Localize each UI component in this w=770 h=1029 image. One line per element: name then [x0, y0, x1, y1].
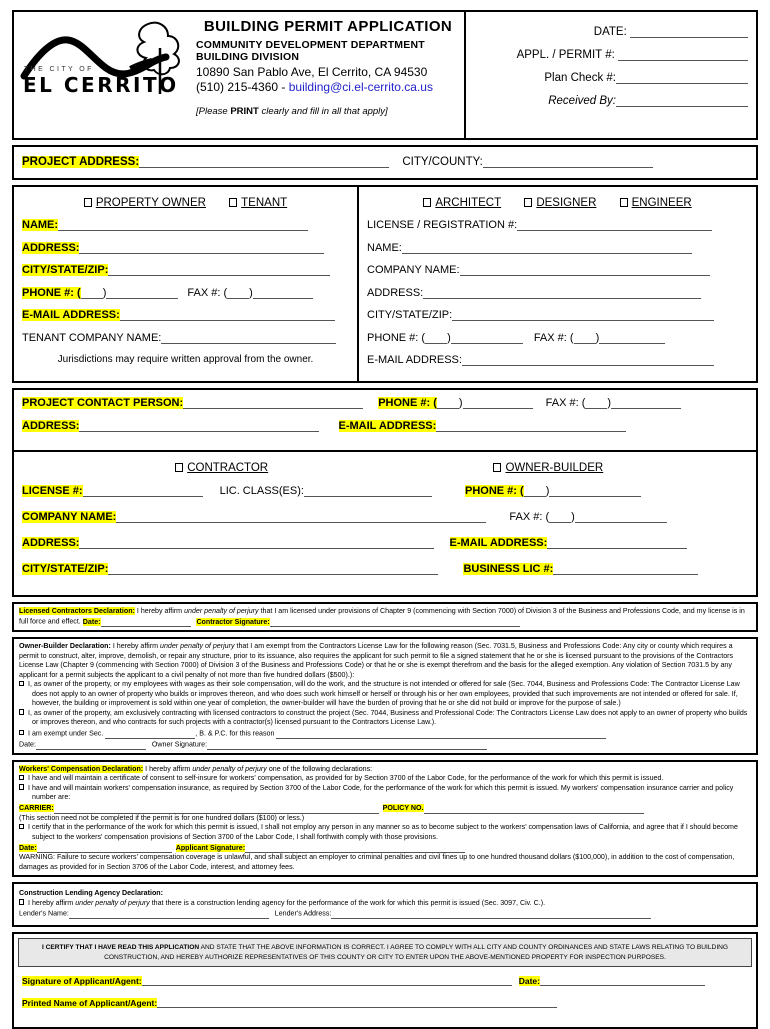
wcd-carrier-input[interactable] — [54, 803, 379, 814]
contractor-company-input[interactable] — [116, 512, 486, 523]
contact-person-row: PROJECT CONTACT PERSON: PHONE #: ( ) FAX #: ( ) — [22, 397, 748, 409]
designpro-phone-input[interactable] — [451, 333, 523, 344]
contact-person-input[interactable] — [183, 398, 363, 409]
wcd-intro: Workers' Compensation Declaration: I hereby affirm under penalty of perjury one of the following declarations: — [19, 764, 373, 773]
obd-option-3[interactable]: I am exempt under Sec. , B. & P.C. for this reason — [19, 728, 751, 739]
owner-city-input[interactable] — [108, 265, 330, 276]
appl-permit-input[interactable] — [618, 50, 748, 61]
licensed-contractors-declaration — [12, 602, 758, 633]
wcd-option-3[interactable]: I certify that in the performance of the work for which this permit is issued, I shall not employ any person in any manner so as to become subject to the workers' compensation laws of California, and agree that if I should become subject to the workers' compensation provisions of Section 3700 of the Labor Code, I shall forthwith comply with those provisions. — [19, 823, 751, 842]
contact-phone-input[interactable] — [463, 398, 533, 409]
owner-email-row: E-MAIL ADDRESS: — [22, 309, 349, 321]
page-title: BUILDING PERMIT APPLICATION — [203, 18, 453, 35]
contractor-business-lic-input[interactable] — [553, 564, 698, 575]
contractor-company-row: COMPANY NAME: FAX #: ( ) — [22, 511, 748, 523]
wcd-warning: WARNING: Failure to secure workers' compensation coverage is unlawful, and shall subject an employer to criminal penalties and civil fines up to one hundred thousand dollars ($100,000), in addition to the cost of compensation, damages as provided for in Section 3706 of the Labor Code, interest, and attorney fees. — [19, 853, 735, 871]
obd-signature-row: Date: Owner Signature: — [19, 739, 751, 750]
contractor-fax-input[interactable] — [575, 512, 667, 523]
wcd-option-2[interactable]: I have and will maintain workers' compensation insurance, as required by Section 3700 of the Labor Code, for the performance of the work for which this permit is issued. My workers' compensation insurance carrier and policy number are: — [19, 784, 751, 803]
project-contact-block — [14, 390, 756, 450]
designpro-email-input[interactable] — [462, 355, 714, 366]
owner-tenant-column — [14, 187, 359, 381]
city-county-label: CITY/COUNTY: — [402, 156, 483, 168]
form-header — [12, 10, 758, 140]
project-address-label: PROJECT ADDRESS: — [22, 156, 140, 168]
contact-and-contractor-section — [12, 388, 758, 597]
checkbox-icon[interactable] — [175, 463, 183, 472]
certification-statement: I CERTIFY THAT I HAVE READ THIS APPLICATION AND STATE THAT THE ABOVE INFORMATION IS CORRECT. I AGREE TO COMPLY WITH ALL CITY AND COUNTY ORDINANCES AND STATE LAWS RELATING TO BUILDING CONSTRUCTION, AND HEREBY AUTHORIZE REPRESENTATIVES OF THIS COUNTY OR CITY TO ENTER UPON THE ABOVE-MENTIONED PROPERTY FOR INSPECTION PURPOSES. — [18, 938, 752, 967]
checkbox-icon[interactable] — [19, 824, 24, 830]
checkbox-icon[interactable] — [19, 899, 24, 905]
checkbox-contractor[interactable]: CONTRACTOR — [58, 462, 385, 474]
contact-fax-input[interactable] — [611, 398, 681, 409]
dept-email-link[interactable]: building@ci.el-cerrito.ca.us — [288, 80, 433, 94]
contact-address-input[interactable] — [79, 421, 319, 432]
wcd-carrier-row: CARRIER: POLICY NO. — [19, 803, 751, 814]
certification-section — [12, 932, 758, 1029]
checkbox-owner-builder[interactable]: OWNER-BUILDER — [385, 462, 712, 474]
designpro-city-row: CITY/STATE/ZIP: — [367, 309, 748, 321]
designpro-fax-input[interactable] — [599, 333, 665, 344]
owner-email-input[interactable] — [120, 310, 335, 321]
construction-lending-agency-declaration — [12, 882, 758, 927]
wcd-option-1[interactable]: I have and will maintain a certificate of consent to self-insure for workers' compensation, as provided for by Section 3700 of the Labor Code, for the performance of the work for which this permit is issued. — [19, 774, 751, 784]
dept-line-2: BUILDING DIVISION — [196, 51, 300, 63]
design-pro-checkbox-row — [367, 197, 748, 209]
owner-city-row: CITY/STATE/ZIP: — [22, 264, 349, 276]
clad-lender-row: Lender's Name: Lender's Address: — [19, 908, 751, 919]
owner-approval-note: Jurisdictions may require written approval from the owner. — [57, 354, 314, 365]
owner-phone-area-input[interactable] — [81, 288, 103, 299]
contractor-license-input[interactable] — [83, 486, 203, 497]
designpro-name-row: NAME: — [367, 242, 748, 254]
contractor-fax-area-input[interactable] — [549, 512, 571, 523]
checkbox-engineer[interactable]: ENGINEER — [620, 197, 692, 209]
clad-lender-name-input[interactable] — [69, 908, 269, 919]
designpro-company-row: COMPANY NAME: — [367, 264, 748, 276]
plan-check-input[interactable] — [616, 73, 748, 84]
party-information-section — [12, 185, 758, 383]
obd-date-input[interactable] — [36, 739, 146, 750]
checkbox-icon[interactable] — [19, 775, 24, 781]
dept-address: 10890 San Pablo Ave, El Cerrito, CA 94530 — [196, 65, 428, 79]
obd-signature-input[interactable] — [207, 739, 487, 750]
designpro-company-input[interactable] — [460, 265, 710, 276]
designpro-license-row: LICENSE / REGISTRATION #: — [367, 219, 748, 231]
project-address-section — [12, 145, 758, 180]
certification-signature-rows — [18, 967, 752, 1023]
owner-address-input[interactable] — [79, 243, 324, 254]
clad-title: Construction Lending Agency Declaration: — [19, 889, 163, 897]
dept-line-1: COMMUNITY DEVELOPMENT DEPARTMENT — [196, 39, 425, 51]
applicant-printed-name-input[interactable] — [157, 997, 557, 1008]
dept-phone-email — [196, 80, 460, 94]
applicant-signature-row: Signature of Applicant/Agent: Date: — [22, 975, 748, 986]
wcd-date-input[interactable] — [37, 842, 172, 853]
city-county-input[interactable] — [483, 157, 653, 168]
lcd-signature-input[interactable] — [270, 616, 520, 627]
contractor-phone-input[interactable] — [549, 486, 641, 497]
obd-option-2[interactable]: I, as owner of the property, am exclusively contracting with licensed contractors to construct the project (Sec. 7044, Business and Professional Code: The Contractors License Law does not apply to an owner of property who builds or improves thereon, and who contracts for such projects with a contractor(s) licensed pursuant to the Contractors License Law.). — [19, 709, 751, 728]
checkbox-icon[interactable] — [524, 198, 532, 207]
date-field-row: DATE: — [470, 26, 748, 38]
designpro-license-input[interactable] — [517, 220, 712, 231]
designpro-address-input[interactable] — [423, 288, 701, 299]
tenant-company-input[interactable] — [161, 333, 336, 344]
designpro-phone-area-input[interactable] — [425, 333, 447, 344]
owner-tenant-checkbox-row — [22, 197, 349, 209]
owner-fax-input[interactable] — [253, 288, 313, 299]
contractor-checkbox-row — [22, 462, 748, 474]
designpro-fax-area-input[interactable] — [574, 333, 596, 344]
obd-exempt-sec-input[interactable] — [105, 728, 195, 739]
checkbox-property-owner[interactable]: PROPERTY OWNER — [84, 197, 206, 209]
checkbox-icon[interactable] — [19, 709, 24, 715]
contractor-address-row: ADDRESS: E-MAIL ADDRESS: — [22, 537, 748, 549]
designpro-address-row: ADDRESS: — [367, 287, 748, 299]
checkbox-icon[interactable] — [19, 730, 24, 736]
checkbox-icon[interactable] — [493, 463, 501, 472]
owner-name-row: NAME: — [22, 219, 349, 231]
logo-sub-text: THE CITY OF — [24, 66, 94, 73]
owner-phone-row: PHONE #: ( ) FAX #: ( ) — [22, 287, 349, 299]
checkbox-icon[interactable] — [19, 784, 24, 790]
clad-body[interactable]: I hereby affirm under penalty of perjury that there is a construction lending agency for the performance of the work for which this permit is issued (Sec. 3097, Civ. C.). — [19, 899, 751, 909]
owner-name-input[interactable] — [58, 220, 308, 231]
checkbox-icon[interactable] — [19, 681, 24, 687]
print-instruction: [Please PRINT clearly and fill in all that apply] — [196, 106, 388, 117]
contractor-phone-area-input[interactable] — [524, 486, 546, 497]
checkbox-designer[interactable]: DESIGNER — [524, 197, 596, 209]
wcd-signature-row: Date: Applicant Signature: — [19, 842, 751, 853]
lcd-text: Licensed Contractors Declaration: I hereby affirm under penalty of perjury that I am licensed under provisions of Chapter 9 (commencing with Section 7000) of Division 3 of the Business and Professions Code, and my license is in full force and effect. Date: Contractor Signature: — [19, 606, 745, 626]
contractor-block — [14, 452, 756, 595]
design-professional-column — [359, 187, 756, 381]
workers-compensation-declaration — [12, 760, 758, 878]
certification-date-input[interactable] — [540, 975, 705, 986]
lcd-date-input[interactable] — [101, 616, 191, 627]
contractor-address-input[interactable] — [79, 538, 434, 549]
obd-exempt-reason-input[interactable] — [276, 728, 606, 739]
checkbox-icon[interactable] — [423, 198, 431, 207]
contact-fax-area-input[interactable] — [585, 398, 607, 409]
contact-email-input[interactable] — [436, 421, 626, 432]
owner-address-row: ADDRESS: — [22, 242, 349, 254]
owner-fax-area-input[interactable] — [227, 288, 249, 299]
designpro-name-input[interactable] — [402, 243, 692, 254]
contractor-city-row: CITY/STATE/ZIP: BUSINESS LIC #: — [22, 563, 748, 575]
contractor-class-input[interactable] — [304, 486, 432, 497]
contractor-license-row: LICENSE #: LIC. CLASS(ES): PHONE #: ( ) — [22, 485, 748, 497]
applicant-signature-input[interactable] — [142, 975, 512, 986]
contractor-email-input[interactable] — [547, 538, 687, 549]
tenant-company-row: TENANT COMPANY NAME: — [22, 332, 349, 344]
project-address-row — [14, 147, 756, 178]
date-input[interactable] — [630, 27, 748, 38]
office-use-fields — [464, 12, 756, 138]
owner-builder-declaration — [12, 637, 758, 755]
received-by-input[interactable] — [616, 96, 748, 107]
header-dept-info — [192, 12, 464, 138]
wcd-note: (This section need not be completed if the permit is for one hundred dollars ($100) or less.) — [19, 813, 305, 822]
checkbox-architect[interactable]: ARCHITECT — [423, 197, 501, 209]
designpro-city-input[interactable] — [452, 310, 714, 321]
wcd-policy-input[interactable] — [424, 803, 644, 814]
appl-permit-field-row: APPL. / PERMIT #: — [470, 49, 748, 61]
project-address-input[interactable] — [139, 157, 389, 168]
applicant-printed-name-row: Printed Name of Applicant/Agent: — [22, 997, 748, 1008]
received-by-field-row: Received By: — [470, 95, 748, 107]
checkbox-icon[interactable] — [84, 198, 92, 207]
obd-intro: Owner-Builder Declaration: I hereby affirm under penalty of perjury that I am exempt from the Contractors License Law for the following reason (Sec. 7031.5, Business and Professions Code: Any city or county which requires a permit to construct, alter, improve, demolish, or repair any structure, prior to its issuance, also requires the applicant for such permit to file a signed statement that he or she is licensed pursuant to the provisions of the Contractors License Law (Chapter 9 (commencing with Section 7000) of Division 3 of the Business and Professions Code) or that he or she is exempt therefrom and the basis for the alleged exemption. Any violation of Section 7031.5 by any applicant for a permit subjects the applicant to a civil penalty of not more than five hundred dollars ($500).): — [19, 642, 734, 679]
clad-lender-address-input[interactable] — [331, 908, 651, 919]
wcd-signature-input[interactable] — [245, 842, 465, 853]
checkbox-tenant[interactable]: TENANT — [229, 197, 287, 209]
designpro-email-row: E-MAIL ADDRESS: — [367, 354, 748, 366]
logo-main-text: EL CERRITO — [23, 73, 179, 96]
plan-check-field-row: Plan Check #: — [470, 72, 748, 84]
city-logo — [14, 12, 192, 138]
owner-phone-input[interactable] — [106, 288, 178, 299]
contact-phone-area-input[interactable] — [437, 398, 459, 409]
contractor-city-input[interactable] — [108, 564, 438, 575]
dept-phone: (510) 215-4360 - — [196, 80, 289, 94]
contact-address-row: ADDRESS: E-MAIL ADDRESS: — [22, 420, 748, 432]
checkbox-icon[interactable] — [229, 198, 237, 207]
checkbox-icon[interactable] — [620, 198, 628, 207]
designpro-phone-row: PHONE #: ( ) FAX #: ( ) — [367, 332, 748, 344]
obd-option-1[interactable]: I, as owner of the property, or my employees with wages as their sole compensation, will do the work, and the structure is not intended or offered for sale (Sec. 7044, Business and Professions Code: The Contractor License Law does not apply to an owner of property who builds or improves thereon, and who does such work himself or herself or through his or her own employees, provided that such improvements are not intended or offered for sale. If, however, the building or improvement is sold within one year of completion, the owner-builder will have the burden of proving that he or she did not build or improve for the purpose of sale.) — [19, 680, 751, 709]
